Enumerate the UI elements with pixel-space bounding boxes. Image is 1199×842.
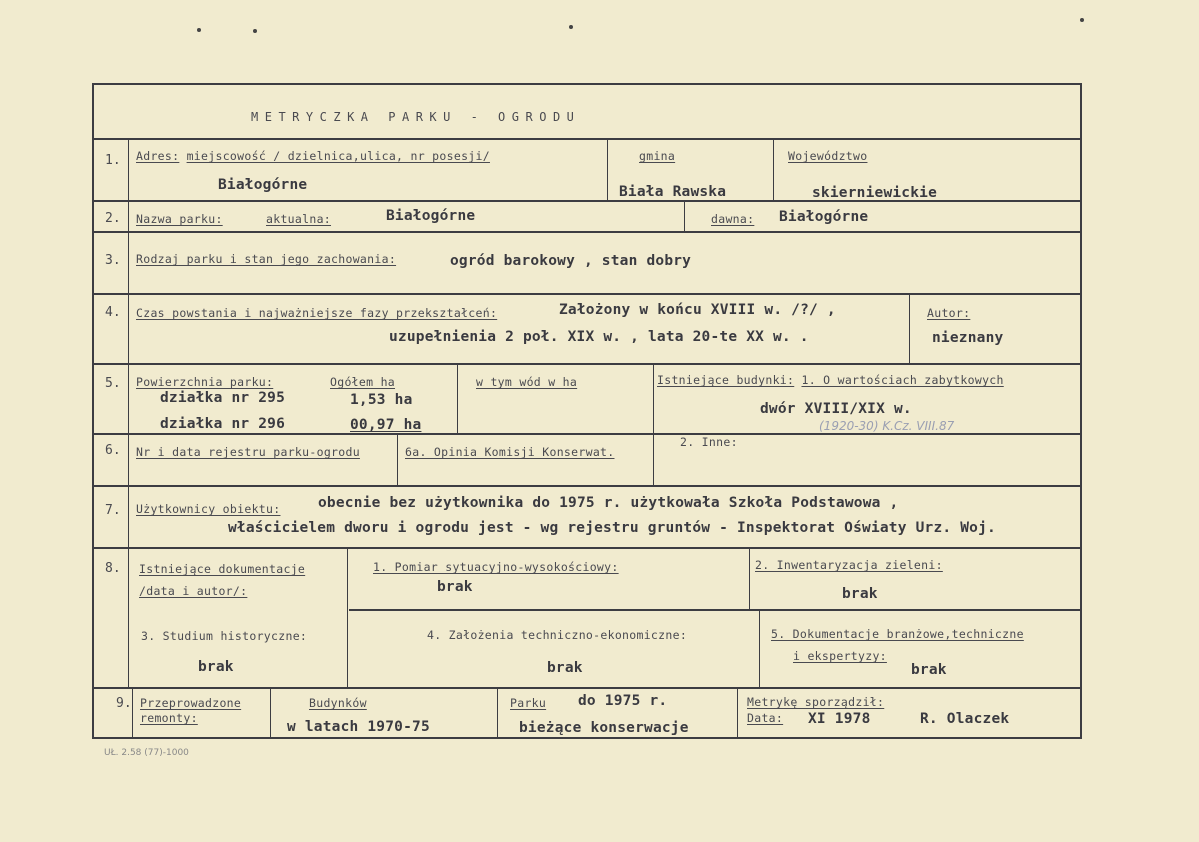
row-number: 7. [105,503,121,518]
survey-value: brak [437,579,473,595]
handwritten-note: (1920-30) K.Cz. VIII.87 [819,419,955,433]
punch-dot [253,29,257,33]
commission-opinion-label: 6a. Opinia Komisji Konserwat. [405,445,615,459]
technical-assumptions-label: 4. Założenia techniczno-ekonomiczne: [427,628,688,642]
address-label-text: Adres: [136,149,180,163]
water-area-label: w tym wód w ha [476,375,578,389]
address-sublabel: miejscowość / dzielnica,ulica, nr posesji/ [186,149,490,163]
row-number: 4. [105,305,121,320]
park-renovation-label: Parku [510,696,547,710]
park-type-label: Rodzaj parku i stan jego zachowania: [136,252,397,266]
plot1-area: 1,53 ha [350,392,413,408]
compiled-by-label: Metrykę sporządził: [747,695,885,709]
buildings-label: Istniejące budynki: [657,373,795,387]
historical-study-value: brak [198,659,234,675]
row-number: 2. [105,211,121,226]
industry-docs-value: brak [911,662,947,678]
buildings-renovation-label: Budynków [309,696,367,710]
plot2-area: 00,97 ha [350,417,422,433]
renovations-label-line1: Przeprowadzone [140,696,242,710]
address-value: Białogórne [218,177,308,193]
register-label: Nr i data rejestru parku-ogrodu [136,445,360,459]
row-number: 6. [105,443,121,458]
former-name-value: Białogórne [779,209,869,225]
history-label: Czas powstania i najważniejsze fazy przekształceń: [136,306,498,320]
renovations-label-line2: remonty: [140,711,198,725]
author-label: Autor: [927,306,971,320]
documentation-label-line2: /data i autor/: [139,584,248,598]
date-label: Data: [747,711,784,725]
plot2-label: działka nr 296 [160,416,286,432]
park-name-label: Nazwa parku: [136,212,223,226]
survey-label: 1. Pomiar sytuacyjno-wysokościowy: [373,560,619,574]
users-value-line1: obecnie bez użytkownika do 1975 r. użytkowała Szkoła Podstawowa , [318,495,899,511]
gmina-label: gmina [639,149,676,163]
punch-dot [1080,18,1084,22]
record-card [92,83,1082,739]
park-renovation-value-line1: do 1975 r. [578,693,668,709]
greenery-inventory-label: 2. Inwentaryzacja zieleni: [755,558,943,572]
total-ha-label: Ogółem ha [330,375,396,389]
form-code: UŁ. 2.58 (77)-1000 [104,748,189,758]
technical-assumptions-value: brak [547,660,583,676]
punch-dot [197,28,201,32]
voivodeship-value: skierniewickie [812,185,938,201]
history-value-line2: uzupełnienia 2 poł. XIX w. , lata 20-te XX w. . [389,329,809,345]
park-type-value: ogród barokowy , stan dobry [450,253,692,269]
buildings-renovation-value: w latach 1970-75 [287,719,430,735]
park-renovation-value-line2: bieżące konserwacje [519,720,689,736]
users-value-line2: właścicielem dworu i ogrodu jest - wg rejestru gruntów - Inspektorat Oświaty Urz. Woj. [228,520,996,536]
current-name-label: aktualna: [266,212,332,226]
area-label: Powierzchnia parku: [136,375,274,389]
voivodeship-label: Województwo [788,149,868,163]
current-name-value: Białogórne [386,208,476,224]
date-value: XI 1978 [808,711,871,727]
card-title: METRYCZKA PARKU - OGRODU [251,110,581,124]
buildings-label-line [657,373,1004,387]
industry-docs-label-line1: 5. Dokumentacje branżowe,techniczne [771,627,1024,641]
former-name-label: dawna: [711,212,755,226]
gmina-value: Biała Rawska [619,184,727,200]
users-label: Użytkownicy obiektu: [136,502,281,516]
compiler-name: R. Olaczek [920,711,1010,727]
row-number: 1. [105,153,121,168]
punch-dot [569,25,573,29]
address-label [136,149,490,163]
historical-study-label: 3. Studium historyczne: [141,629,308,643]
plot1-label: działka nr 295 [160,390,286,406]
history-value-line1: Założony w końcu XVIII w. /?/ , [559,302,836,318]
row-number: 5. [105,376,121,391]
greenery-inventory-value: brak [842,586,878,602]
author-value: nieznany [932,330,1004,346]
row-number: 9. [116,696,132,711]
industry-docs-label-line2: i ekspertyzy: [793,649,887,663]
row-number: 3. [105,253,121,268]
buildings-historic-label: 1. O wartościach zabytkowych [801,373,1004,387]
buildings-value: dwór XVIII/XIX w. [760,401,912,417]
row-number: 8. [105,561,121,576]
documentation-label-line1: Istniejące dokumentacje [139,562,306,576]
other-buildings-label: 2. Inne: [680,435,738,449]
